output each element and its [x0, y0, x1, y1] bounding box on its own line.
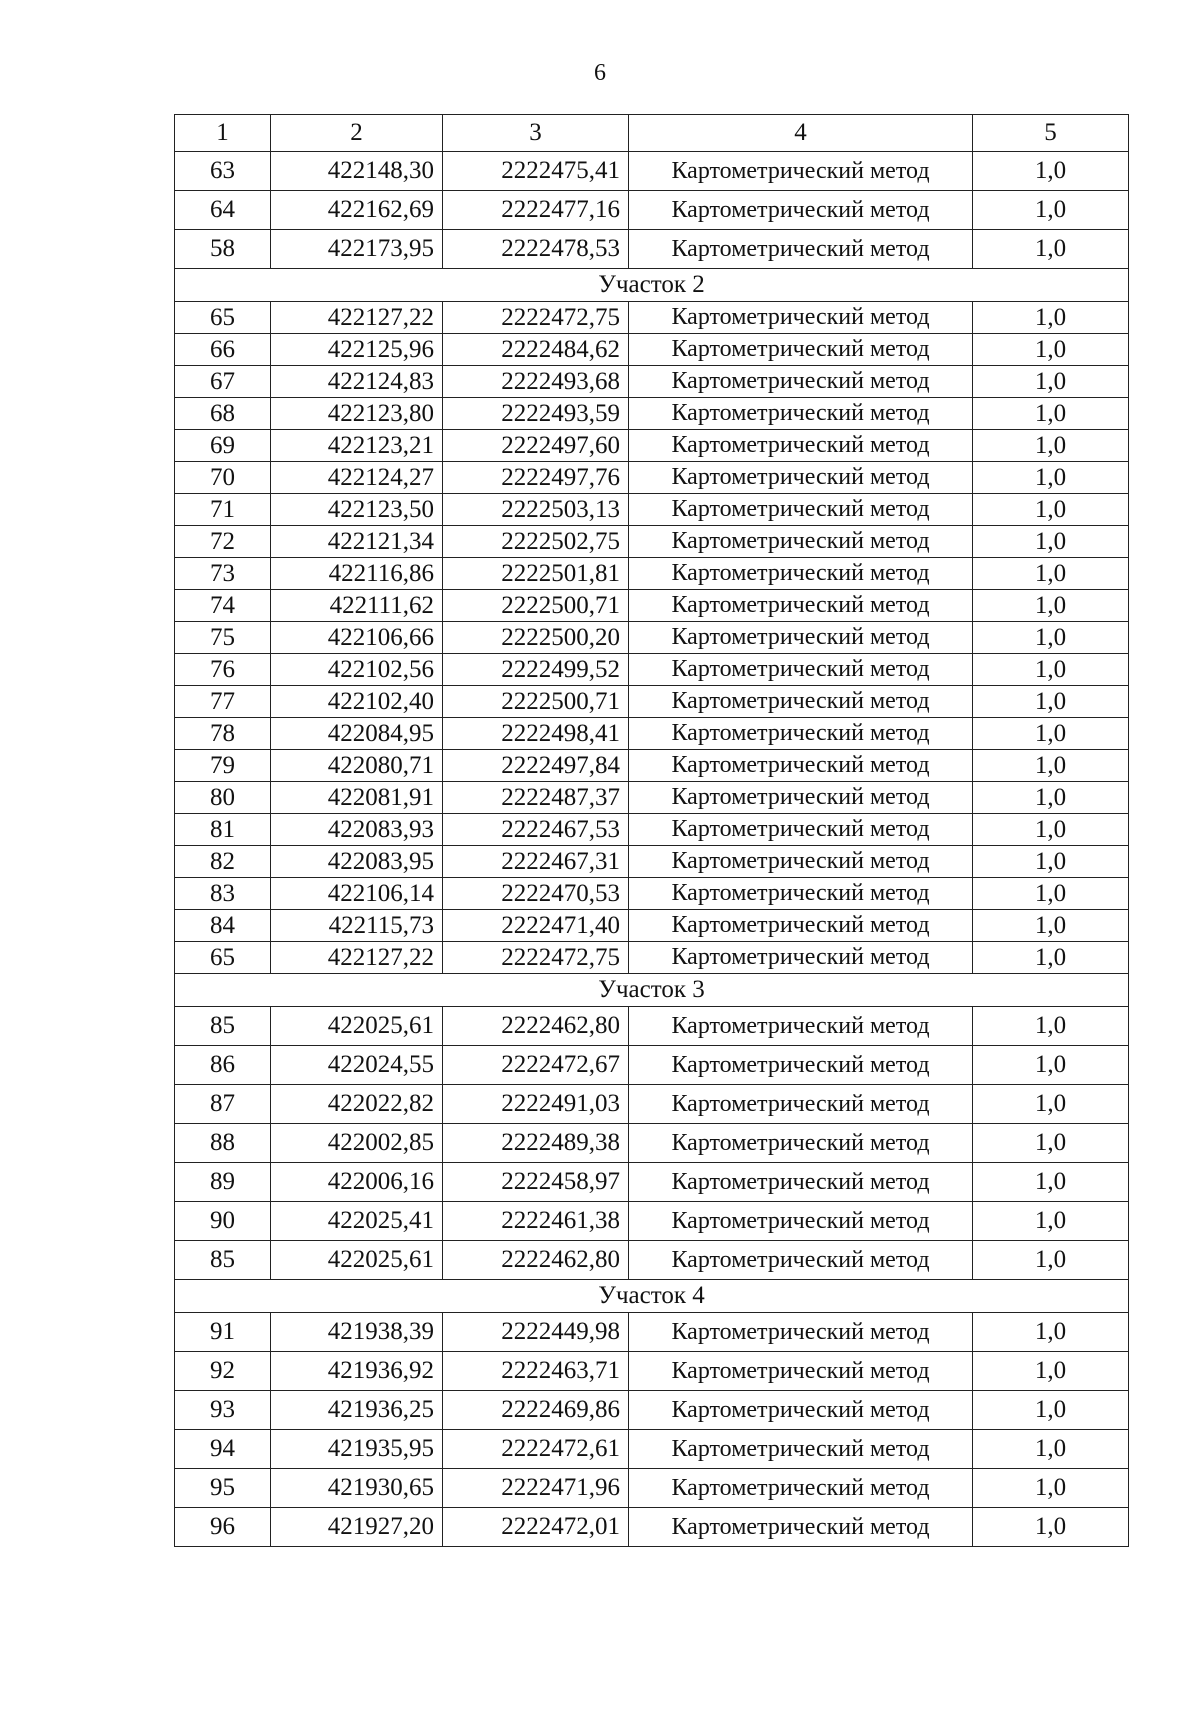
y-coordinate-cell: 2222493,59 — [443, 398, 629, 430]
y-coordinate-cell: 2222469,86 — [443, 1391, 629, 1430]
point-number-cell: 79 — [175, 750, 271, 782]
method-cell: Картометрический метод — [629, 1469, 973, 1508]
x-coordinate-cell: 422025,61 — [271, 1007, 443, 1046]
method-cell: Картометрический метод — [629, 462, 973, 494]
accuracy-cell: 1,0 — [973, 366, 1129, 398]
y-coordinate-cell: 2222500,71 — [443, 590, 629, 622]
accuracy-cell: 1,0 — [973, 1007, 1129, 1046]
x-coordinate-cell: 421930,65 — [271, 1469, 443, 1508]
table-row — [175, 152, 1129, 191]
x-coordinate-cell: 422024,55 — [271, 1046, 443, 1085]
x-coordinate-cell: 422083,93 — [271, 814, 443, 846]
accuracy-cell: 1,0 — [973, 191, 1129, 230]
table-row — [175, 366, 1129, 398]
method-cell: Картометрический метод — [629, 191, 973, 230]
accuracy-cell: 1,0 — [973, 302, 1129, 334]
y-coordinate-cell: 2222449,98 — [443, 1313, 629, 1352]
table-row — [175, 1508, 1129, 1547]
table-row — [175, 462, 1129, 494]
accuracy-cell: 1,0 — [973, 942, 1129, 974]
point-number-cell: 88 — [175, 1124, 271, 1163]
accuracy-cell: 1,0 — [973, 622, 1129, 654]
table-row — [175, 750, 1129, 782]
method-cell: Картометрический метод — [629, 526, 973, 558]
y-coordinate-cell: 2222493,68 — [443, 366, 629, 398]
point-number-cell: 70 — [175, 462, 271, 494]
section-title: Участок 2 — [175, 269, 1129, 302]
point-number-cell: 63 — [175, 152, 271, 191]
x-coordinate-cell: 422148,30 — [271, 152, 443, 191]
table-row — [175, 686, 1129, 718]
method-cell: Картометрический метод — [629, 590, 973, 622]
accuracy-cell: 1,0 — [973, 750, 1129, 782]
y-coordinate-cell: 2222502,75 — [443, 526, 629, 558]
method-cell: Картометрический метод — [629, 718, 973, 750]
method-cell: Картометрический метод — [629, 1508, 973, 1547]
x-coordinate-cell: 422123,21 — [271, 430, 443, 462]
method-cell: Картометрический метод — [629, 1430, 973, 1469]
header-cell-x: 2 — [271, 115, 443, 152]
point-number-cell: 92 — [175, 1352, 271, 1391]
point-number-cell: 78 — [175, 718, 271, 750]
y-coordinate-cell: 2222471,96 — [443, 1469, 629, 1508]
x-coordinate-cell: 422081,91 — [271, 782, 443, 814]
method-cell: Картометрический метод — [629, 494, 973, 526]
accuracy-cell: 1,0 — [973, 1085, 1129, 1124]
method-cell: Картометрический метод — [629, 654, 973, 686]
accuracy-cell: 1,0 — [973, 1391, 1129, 1430]
x-coordinate-cell: 422162,69 — [271, 191, 443, 230]
section-title: Участок 3 — [175, 974, 1129, 1007]
point-number-cell: 86 — [175, 1046, 271, 1085]
header-cell-y: 3 — [443, 115, 629, 152]
accuracy-cell: 1,0 — [973, 1352, 1129, 1391]
point-number-cell: 72 — [175, 526, 271, 558]
table-row — [175, 1202, 1129, 1241]
y-coordinate-cell: 2222467,53 — [443, 814, 629, 846]
point-number-cell: 66 — [175, 334, 271, 366]
y-coordinate-cell: 2222501,81 — [443, 558, 629, 590]
method-cell: Картометрический метод — [629, 878, 973, 910]
x-coordinate-cell: 422124,27 — [271, 462, 443, 494]
y-coordinate-cell: 2222472,01 — [443, 1508, 629, 1547]
y-coordinate-cell: 2222500,71 — [443, 686, 629, 718]
accuracy-cell: 1,0 — [973, 1313, 1129, 1352]
y-coordinate-cell: 2222472,67 — [443, 1046, 629, 1085]
accuracy-cell: 1,0 — [973, 814, 1129, 846]
x-coordinate-cell: 422124,83 — [271, 366, 443, 398]
table-row — [175, 910, 1129, 942]
table-row — [175, 590, 1129, 622]
y-coordinate-cell: 2222471,40 — [443, 910, 629, 942]
coordinates-table — [174, 114, 1129, 1547]
y-coordinate-cell: 2222497,84 — [443, 750, 629, 782]
x-coordinate-cell: 422123,50 — [271, 494, 443, 526]
y-coordinate-cell: 2222472,61 — [443, 1430, 629, 1469]
point-number-cell: 64 — [175, 191, 271, 230]
x-coordinate-cell: 421936,25 — [271, 1391, 443, 1430]
accuracy-cell: 1,0 — [973, 782, 1129, 814]
x-coordinate-cell: 421936,92 — [271, 1352, 443, 1391]
section-title-row — [175, 269, 1129, 302]
point-number-cell: 96 — [175, 1508, 271, 1547]
method-cell: Картометрический метод — [629, 622, 973, 654]
method-cell: Картометрический метод — [629, 814, 973, 846]
method-cell: Картометрический метод — [629, 846, 973, 878]
point-number-cell: 85 — [175, 1007, 271, 1046]
y-coordinate-cell: 2222497,76 — [443, 462, 629, 494]
x-coordinate-cell: 422127,22 — [271, 302, 443, 334]
point-number-cell: 71 — [175, 494, 271, 526]
table-row — [175, 782, 1129, 814]
table-body — [175, 115, 1129, 1547]
accuracy-cell: 1,0 — [973, 910, 1129, 942]
y-coordinate-cell: 2222462,80 — [443, 1007, 629, 1046]
y-coordinate-cell: 2222499,52 — [443, 654, 629, 686]
method-cell: Картометрический метод — [629, 1391, 973, 1430]
point-number-cell: 58 — [175, 230, 271, 269]
point-number-cell: 95 — [175, 1469, 271, 1508]
table-row — [175, 191, 1129, 230]
table-row — [175, 230, 1129, 269]
accuracy-cell: 1,0 — [973, 398, 1129, 430]
point-number-cell: 65 — [175, 302, 271, 334]
point-number-cell: 93 — [175, 1391, 271, 1430]
table-row — [175, 622, 1129, 654]
header-cell-accuracy: 5 — [973, 115, 1129, 152]
point-number-cell: 90 — [175, 1202, 271, 1241]
accuracy-cell: 1,0 — [973, 846, 1129, 878]
table-row — [175, 1352, 1129, 1391]
table-row — [175, 1430, 1129, 1469]
y-coordinate-cell: 2222487,37 — [443, 782, 629, 814]
y-coordinate-cell: 2222500,20 — [443, 622, 629, 654]
page-number: 6 — [594, 60, 606, 86]
point-number-cell: 84 — [175, 910, 271, 942]
table-header-row — [175, 115, 1129, 152]
accuracy-cell: 1,0 — [973, 686, 1129, 718]
accuracy-cell: 1,0 — [973, 230, 1129, 269]
accuracy-cell: 1,0 — [973, 718, 1129, 750]
point-number-cell: 89 — [175, 1163, 271, 1202]
accuracy-cell: 1,0 — [973, 1163, 1129, 1202]
accuracy-cell: 1,0 — [973, 590, 1129, 622]
x-coordinate-cell: 422116,86 — [271, 558, 443, 590]
method-cell: Картометрический метод — [629, 1124, 973, 1163]
x-coordinate-cell: 422080,71 — [271, 750, 443, 782]
y-coordinate-cell: 2222497,60 — [443, 430, 629, 462]
method-cell: Картометрический метод — [629, 1046, 973, 1085]
x-coordinate-cell: 422025,61 — [271, 1241, 443, 1280]
x-coordinate-cell: 422084,95 — [271, 718, 443, 750]
x-coordinate-cell: 422173,95 — [271, 230, 443, 269]
method-cell: Картометрический метод — [629, 1085, 973, 1124]
table-row — [175, 654, 1129, 686]
point-number-cell: 87 — [175, 1085, 271, 1124]
method-cell: Картометрический метод — [629, 942, 973, 974]
x-coordinate-cell: 422125,96 — [271, 334, 443, 366]
y-coordinate-cell: 2222498,41 — [443, 718, 629, 750]
table-row — [175, 558, 1129, 590]
section-title-row — [175, 1280, 1129, 1313]
y-coordinate-cell: 2222475,41 — [443, 152, 629, 191]
y-coordinate-cell: 2222472,75 — [443, 302, 629, 334]
point-number-cell: 94 — [175, 1430, 271, 1469]
table-row — [175, 814, 1129, 846]
y-coordinate-cell: 2222489,38 — [443, 1124, 629, 1163]
accuracy-cell: 1,0 — [973, 430, 1129, 462]
method-cell: Картометрический метод — [629, 334, 973, 366]
method-cell: Картометрический метод — [629, 1007, 973, 1046]
accuracy-cell: 1,0 — [973, 152, 1129, 191]
table-row — [175, 878, 1129, 910]
x-coordinate-cell: 422123,80 — [271, 398, 443, 430]
accuracy-cell: 1,0 — [973, 334, 1129, 366]
method-cell: Картометрический метод — [629, 230, 973, 269]
accuracy-cell: 1,0 — [973, 1241, 1129, 1280]
point-number-cell: 73 — [175, 558, 271, 590]
accuracy-cell: 1,0 — [973, 462, 1129, 494]
accuracy-cell: 1,0 — [973, 1202, 1129, 1241]
method-cell: Картометрический метод — [629, 1163, 973, 1202]
accuracy-cell: 1,0 — [973, 558, 1129, 590]
x-coordinate-cell: 422025,41 — [271, 1202, 443, 1241]
method-cell: Картометрический метод — [629, 1313, 973, 1352]
y-coordinate-cell: 2222470,53 — [443, 878, 629, 910]
x-coordinate-cell: 421927,20 — [271, 1508, 443, 1547]
point-number-cell: 75 — [175, 622, 271, 654]
point-number-cell: 74 — [175, 590, 271, 622]
table-row — [175, 1313, 1129, 1352]
method-cell: Картометрический метод — [629, 750, 973, 782]
x-coordinate-cell: 421935,95 — [271, 1430, 443, 1469]
point-number-cell: 83 — [175, 878, 271, 910]
accuracy-cell: 1,0 — [973, 1046, 1129, 1085]
method-cell: Картометрический метод — [629, 686, 973, 718]
y-coordinate-cell: 2222477,16 — [443, 191, 629, 230]
point-number-cell: 68 — [175, 398, 271, 430]
table-row — [175, 334, 1129, 366]
accuracy-cell: 1,0 — [973, 654, 1129, 686]
x-coordinate-cell: 422002,85 — [271, 1124, 443, 1163]
section-title: Участок 4 — [175, 1280, 1129, 1313]
table-row — [175, 718, 1129, 750]
method-cell: Картометрический метод — [629, 398, 973, 430]
table-row — [175, 846, 1129, 878]
point-number-cell: 67 — [175, 366, 271, 398]
method-cell: Картометрический метод — [629, 366, 973, 398]
table-row — [175, 1391, 1129, 1430]
x-coordinate-cell: 422121,34 — [271, 526, 443, 558]
table-row — [175, 1007, 1129, 1046]
y-coordinate-cell: 2222484,62 — [443, 334, 629, 366]
x-coordinate-cell: 422006,16 — [271, 1163, 443, 1202]
accuracy-cell: 1,0 — [973, 1430, 1129, 1469]
point-number-cell: 69 — [175, 430, 271, 462]
x-coordinate-cell: 422083,95 — [271, 846, 443, 878]
accuracy-cell: 1,0 — [973, 494, 1129, 526]
table-row — [175, 1124, 1129, 1163]
point-number-cell: 82 — [175, 846, 271, 878]
y-coordinate-cell: 2222503,13 — [443, 494, 629, 526]
table-row — [175, 430, 1129, 462]
point-number-cell: 65 — [175, 942, 271, 974]
y-coordinate-cell: 2222458,97 — [443, 1163, 629, 1202]
table-row — [175, 494, 1129, 526]
x-coordinate-cell: 422102,40 — [271, 686, 443, 718]
point-number-cell: 85 — [175, 1241, 271, 1280]
x-coordinate-cell: 422115,73 — [271, 910, 443, 942]
section-title-row — [175, 974, 1129, 1007]
x-coordinate-cell: 422106,14 — [271, 878, 443, 910]
x-coordinate-cell: 422111,62 — [271, 590, 443, 622]
y-coordinate-cell: 2222491,03 — [443, 1085, 629, 1124]
y-coordinate-cell: 2222462,80 — [443, 1241, 629, 1280]
accuracy-cell: 1,0 — [973, 1508, 1129, 1547]
table-row — [175, 942, 1129, 974]
header-cell-method: 4 — [629, 115, 973, 152]
point-number-cell: 76 — [175, 654, 271, 686]
method-cell: Картометрический метод — [629, 558, 973, 590]
table-row — [175, 1085, 1129, 1124]
table-row — [175, 526, 1129, 558]
method-cell: Картометрический метод — [629, 1202, 973, 1241]
table-row — [175, 1241, 1129, 1280]
x-coordinate-cell: 421938,39 — [271, 1313, 443, 1352]
accuracy-cell: 1,0 — [973, 878, 1129, 910]
accuracy-cell: 1,0 — [973, 1469, 1129, 1508]
method-cell: Картометрический метод — [629, 302, 973, 334]
method-cell: Картометрический метод — [629, 1241, 973, 1280]
y-coordinate-cell: 2222463,71 — [443, 1352, 629, 1391]
x-coordinate-cell: 422022,82 — [271, 1085, 443, 1124]
table-row — [175, 302, 1129, 334]
header-cell-point-number: 1 — [175, 115, 271, 152]
accuracy-cell: 1,0 — [973, 526, 1129, 558]
method-cell: Картометрический метод — [629, 782, 973, 814]
y-coordinate-cell: 2222467,31 — [443, 846, 629, 878]
table-row — [175, 1046, 1129, 1085]
y-coordinate-cell: 2222478,53 — [443, 230, 629, 269]
table-row — [175, 1469, 1129, 1508]
point-number-cell: 91 — [175, 1313, 271, 1352]
method-cell: Картометрический метод — [629, 910, 973, 942]
y-coordinate-cell: 2222472,75 — [443, 942, 629, 974]
method-cell: Картометрический метод — [629, 152, 973, 191]
accuracy-cell: 1,0 — [973, 1124, 1129, 1163]
point-number-cell: 81 — [175, 814, 271, 846]
table-row — [175, 1163, 1129, 1202]
y-coordinate-cell: 2222461,38 — [443, 1202, 629, 1241]
x-coordinate-cell: 422127,22 — [271, 942, 443, 974]
method-cell: Картометрический метод — [629, 1352, 973, 1391]
table-row — [175, 398, 1129, 430]
point-number-cell: 77 — [175, 686, 271, 718]
x-coordinate-cell: 422102,56 — [271, 654, 443, 686]
point-number-cell: 80 — [175, 782, 271, 814]
method-cell: Картометрический метод — [629, 430, 973, 462]
x-coordinate-cell: 422106,66 — [271, 622, 443, 654]
